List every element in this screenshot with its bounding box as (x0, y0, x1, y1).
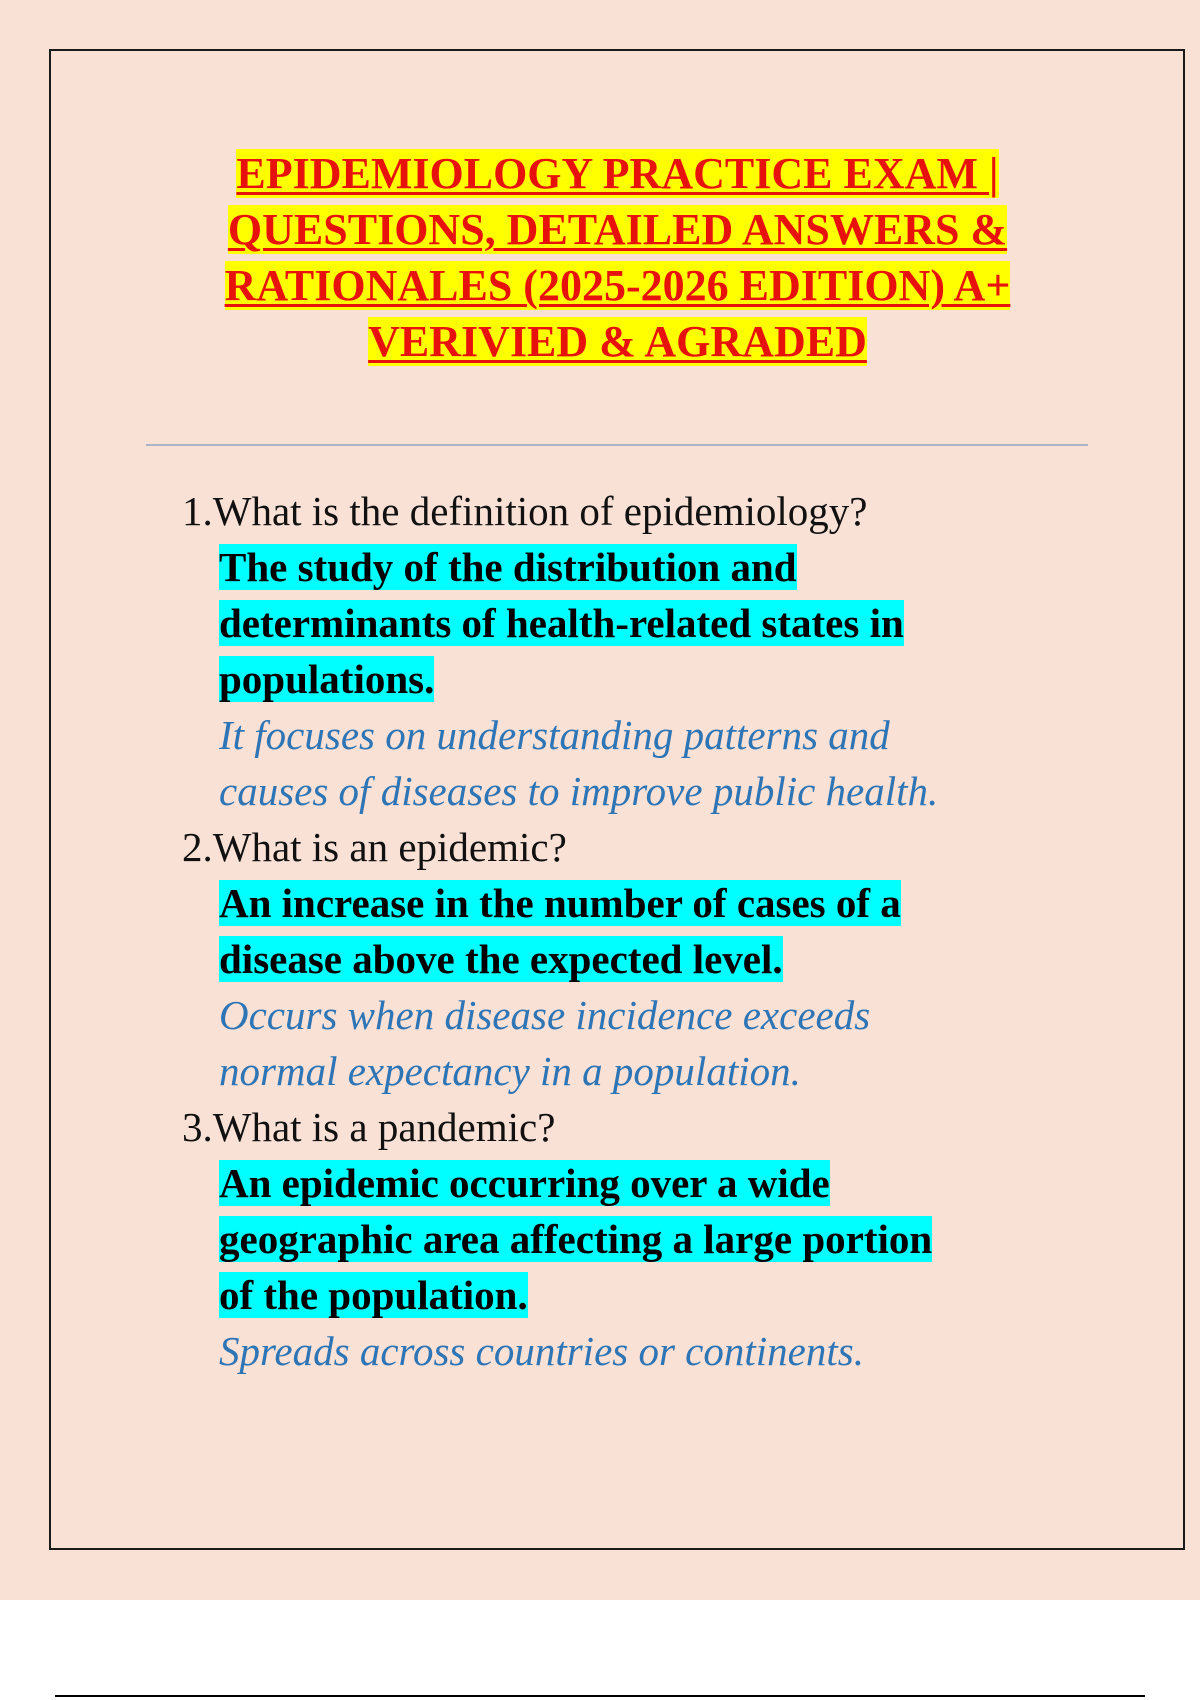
title-line: QUESTIONS, DETAILED ANSWERS & (227, 205, 1008, 254)
question-list (182, 483, 1102, 1379)
rationale-text (219, 707, 1102, 819)
question-item-1 (182, 483, 1102, 819)
question-label: What is the definition of epidemiology? (212, 488, 868, 534)
question-number: 1. (182, 488, 213, 534)
answer-line: The study of the distribution and (219, 544, 797, 590)
rationale-line: Spreads across countries or continents. (219, 1328, 864, 1374)
question-number: 2. (182, 824, 213, 870)
question-number: 3. (182, 1104, 213, 1150)
answer-line: An increase in the number of cases of a (219, 880, 901, 926)
answer-line: disease above the expected level. (219, 936, 783, 982)
question-item-3 (182, 1099, 1102, 1379)
footer-divider (55, 1695, 1145, 1697)
document-title (150, 146, 1085, 370)
question-item-2 (182, 819, 1102, 1099)
answer-text (219, 875, 1102, 987)
question-label: What is an epidemic? (212, 824, 567, 870)
title-line: EPIDEMIOLOGY PRACTICE EXAM | (236, 149, 999, 198)
answer-line: determinants of health-related states in (219, 600, 904, 646)
question-text (182, 819, 1102, 875)
rationale-text (219, 987, 1102, 1099)
answer-text (219, 539, 1102, 707)
rationale-text (219, 1323, 1102, 1379)
answer-text (219, 1155, 1102, 1323)
section-divider (146, 444, 1088, 446)
answer-line: populations. (219, 656, 435, 702)
answer-line: geographic area affecting a large portion (219, 1216, 933, 1262)
answer-line: of the population. (219, 1272, 528, 1318)
title-line: RATIONALES (2025-2026 EDITION) A+ (224, 261, 1011, 310)
rationale-line: normal expectancy in a population. (219, 1048, 801, 1094)
question-text (182, 1099, 1102, 1155)
rationale-line: causes of diseases to improve public health. (219, 768, 939, 814)
question-text (182, 483, 1102, 539)
title-line: VERIVIED & AGRADED (368, 317, 867, 366)
rationale-line: It focuses on understanding patterns and (219, 712, 890, 758)
question-label: What is a pandemic? (212, 1104, 556, 1150)
answer-line: An epidemic occurring over a wide (219, 1160, 830, 1206)
rationale-line: Occurs when disease incidence exceeds (219, 992, 871, 1038)
